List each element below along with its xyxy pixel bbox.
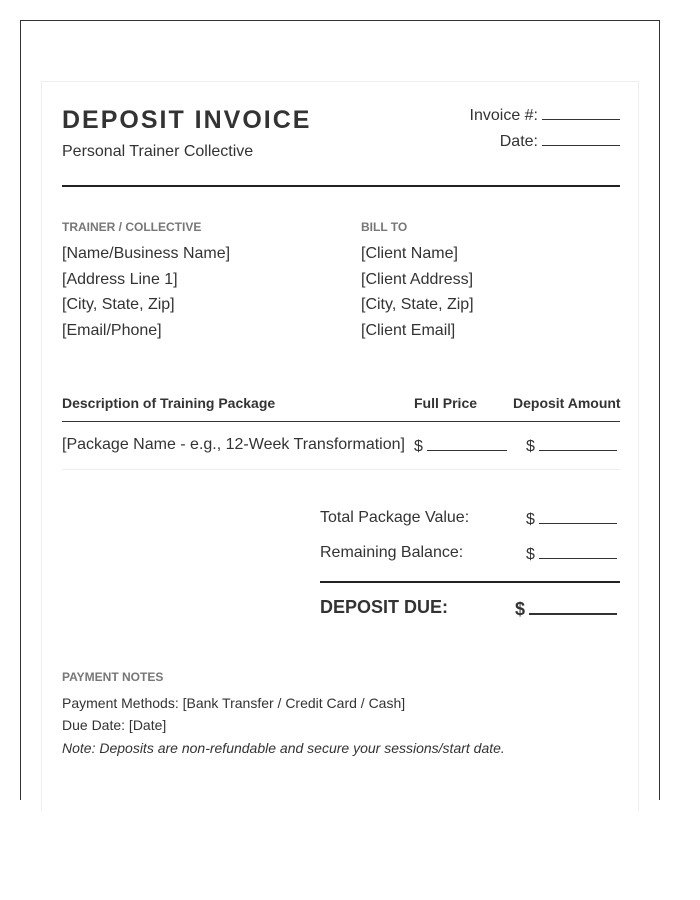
currency-symbol: $ bbox=[515, 599, 526, 619]
due-date: Due Date: [Date] bbox=[62, 717, 167, 733]
trainer-heading: TRAINER / COLLECTIVE bbox=[62, 220, 202, 234]
deposit-due-field[interactable] bbox=[515, 597, 617, 620]
total-package-field[interactable] bbox=[526, 509, 617, 529]
deposit-due-blank[interactable] bbox=[529, 597, 617, 615]
deposit-disclaimer: Note: Deposits are non-refundable and secure your sessions/start date. bbox=[62, 740, 505, 756]
client-line: [Client Address] bbox=[361, 270, 474, 288]
bill-to-address bbox=[361, 241, 474, 344]
remaining-balance-field[interactable] bbox=[526, 544, 617, 564]
deposit-amount-field[interactable] bbox=[526, 436, 617, 456]
client-line: [Client Name] bbox=[361, 245, 458, 262]
currency-symbol: $ bbox=[526, 511, 535, 528]
column-header-deposit: Deposit Amount bbox=[513, 395, 621, 411]
column-header-full-price: Full Price bbox=[414, 395, 478, 411]
full-price-blank[interactable] bbox=[427, 436, 507, 451]
bill-to-heading: BILL TO bbox=[361, 220, 408, 234]
total-package-label: Total Package Value: bbox=[320, 509, 470, 526]
currency-symbol: $ bbox=[526, 546, 535, 563]
deposit-amount-blank[interactable] bbox=[539, 436, 617, 451]
trainer-line: [City, State, Zip] bbox=[62, 296, 175, 314]
table-row-rule bbox=[62, 469, 620, 470]
trainer-address bbox=[62, 241, 230, 344]
remaining-balance-blank[interactable] bbox=[539, 544, 617, 559]
client-line: [City, State, Zip] bbox=[361, 296, 474, 314]
date-label: Date: bbox=[499, 133, 538, 150]
currency-symbol: $ bbox=[414, 438, 423, 455]
totals-divider bbox=[320, 581, 620, 583]
header-divider bbox=[62, 185, 620, 187]
full-price-field[interactable] bbox=[414, 436, 507, 456]
payment-methods: Payment Methods: [Bank Transfer / Credit Card / Cash] bbox=[62, 695, 406, 711]
table-header-rule bbox=[62, 421, 620, 422]
trainer-line: [Address Line 1] bbox=[62, 270, 178, 288]
trainer-line: [Name/Business Name] bbox=[62, 245, 231, 262]
invoice-number-label: Invoice #: bbox=[469, 107, 538, 124]
column-header-description: Description of Training Package bbox=[62, 395, 276, 411]
currency-symbol: $ bbox=[526, 438, 535, 455]
deposit-due-label: DEPOSIT DUE: bbox=[320, 597, 449, 617]
invoice-title: DEPOSIT INVOICE bbox=[62, 106, 312, 134]
trainer-line: [Email/Phone] bbox=[62, 322, 162, 340]
business-subtitle: Personal Trainer Collective bbox=[62, 143, 254, 160]
invoice-number-blank[interactable] bbox=[542, 105, 620, 120]
payment-notes-heading: PAYMENT NOTES bbox=[62, 670, 164, 684]
date-blank[interactable] bbox=[542, 131, 620, 146]
date-field[interactable] bbox=[500, 131, 620, 151]
total-package-blank[interactable] bbox=[539, 509, 617, 524]
client-line: [Client Email] bbox=[361, 322, 456, 340]
package-description: [Package Name - e.g., 12-Week Transformation] bbox=[62, 436, 405, 453]
remaining-balance-label: Remaining Balance: bbox=[320, 544, 464, 561]
invoice-number-field[interactable] bbox=[470, 105, 620, 125]
